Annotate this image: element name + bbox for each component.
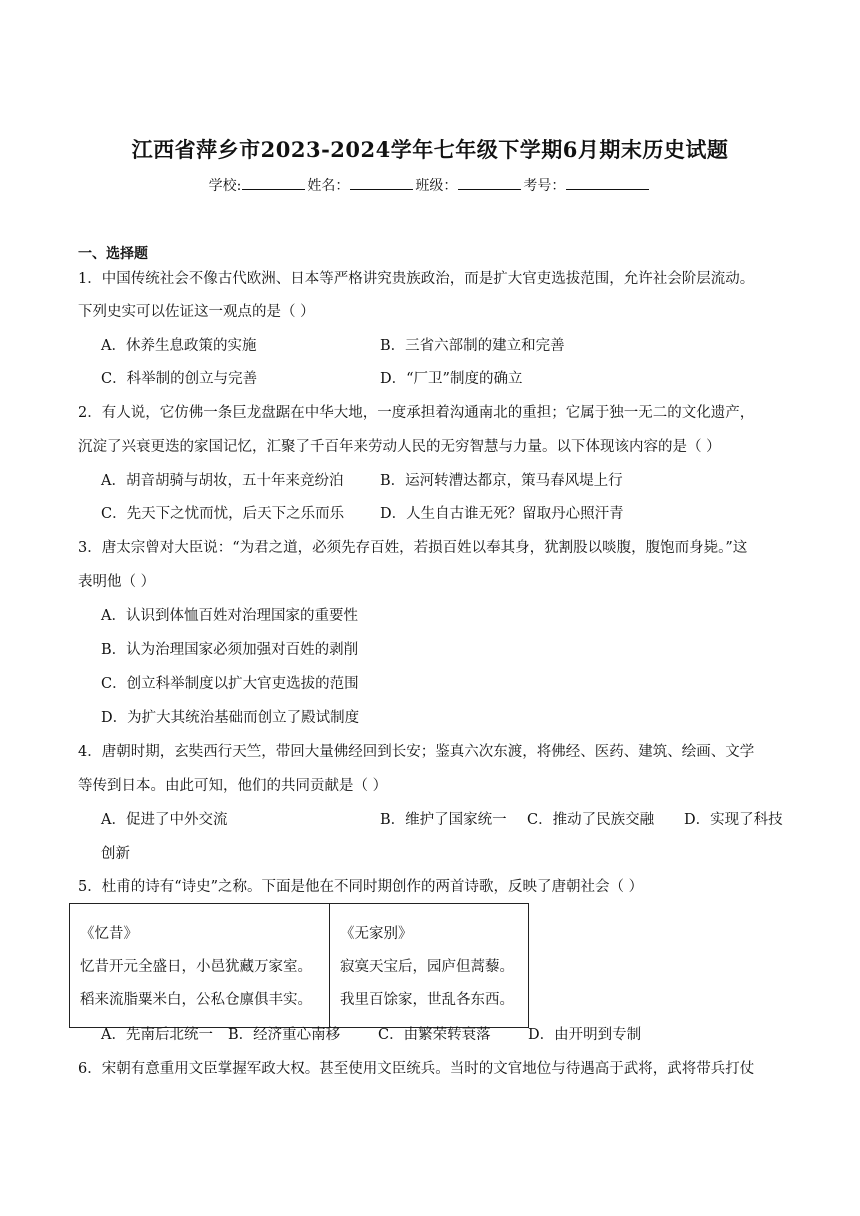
school-label: 学校: <box>208 178 242 194</box>
poem-cell-wujiabie <box>330 904 529 1028</box>
school-blank[interactable] <box>242 177 305 190</box>
q4-option-d-continued: 创新 <box>101 846 130 862</box>
class-blank[interactable] <box>458 177 521 190</box>
student-info-line <box>0 175 860 195</box>
q5-option-d[interactable]: D．由开明到专制 <box>528 1027 642 1043</box>
poem-table <box>69 903 529 1028</box>
q4-option-c[interactable]: C．推动了民族交融 <box>527 812 655 828</box>
q2-stem-line1: 2．有人说，它仿佛一条巨龙盘踞在中华大地，一度承担着沟通南北的重担；它属于独一无二的文化遗产， <box>78 405 755 421</box>
q2-option-c[interactable]: C．先天下之忧而忧，后天下之乐而乐 <box>101 506 345 522</box>
q1-option-c[interactable]: C．科举制的创立与完善 <box>101 371 258 387</box>
poem-cell-yixi <box>70 904 330 1028</box>
q3-option-d[interactable]: D．为扩大其统治基础而创立了殿试制度 <box>101 710 360 726</box>
page-title: 江西省萍乡市2023-2024学年七年级下学期6月期末历史试题 <box>131 137 729 162</box>
q2-option-d[interactable]: D．人生自古谁无死？留取丹心照汗青 <box>380 506 624 522</box>
name-blank[interactable] <box>350 177 413 190</box>
q4-option-b[interactable]: B．维护了国家统一 <box>380 812 507 828</box>
q5-option-b[interactable]: B．经济重心南移 <box>228 1027 341 1043</box>
class-label: 班级： <box>415 178 458 194</box>
q1-stem-line2: 下列史实可以佐证这一观点的是（ ） <box>78 304 315 320</box>
q2-option-a[interactable]: A．胡音胡骑与胡妆，五十年来竞纷泊 <box>101 473 344 489</box>
q1-option-b[interactable]: B．三省六部制的建立和完善 <box>380 338 565 354</box>
poem2-title: 《无家别》 <box>340 926 413 942</box>
q1-option-a[interactable]: A．休养生息政策的实施 <box>101 338 257 354</box>
q3-option-c[interactable]: C．创立科举制度以扩大官吏选拔的范围 <box>101 676 359 692</box>
q4-stem-line2: 等传到日本。由此可知，他们的共同贡献是（ ） <box>78 778 388 794</box>
q3-option-a[interactable]: A．认识到体恤百姓对治理国家的重要性 <box>101 608 358 624</box>
q4-stem-line1: 4．唐朝时期，玄奘西行天竺，带回大量佛经回到长安；鉴真六次东渡，将佛经、医药、建筑、绘画、文学 <box>78 744 755 760</box>
q3-option-b[interactable]: B．认为治理国家必须加强对百姓的剥削 <box>101 642 359 658</box>
q5-option-a[interactable]: A．先南后北统一 <box>101 1027 213 1043</box>
name-label: 姓名： <box>307 178 350 194</box>
q3-stem-line2: 表明他（ ） <box>78 574 156 590</box>
q4-option-a[interactable]: A．促进了中外交流 <box>101 812 228 828</box>
q5-option-c[interactable]: C．由繁荣转衰落 <box>378 1027 491 1043</box>
exam-no-label: 考号： <box>523 178 566 194</box>
q4-option-d[interactable]: D．实现了科技 <box>684 812 783 828</box>
q5-stem-line1: 5．杜甫的诗有“诗史”之称。下面是他在不同时期创作的两首诗歌，反映了唐朝社会（ ） <box>78 879 644 895</box>
q2-stem-line2: 沉淀了兴衰更迭的家国记忆，汇聚了千百年来劳动人民的无穷智慧与力量。以下体现该内容的是（ ） <box>78 439 721 455</box>
poem1-title: 《忆昔》 <box>80 926 138 942</box>
poem2-line2: 我里百馀家，世乱各东西。 <box>340 992 514 1008</box>
q1-option-d[interactable]: D．“厂卫”制度的确立 <box>380 371 523 387</box>
exam-no-blank[interactable] <box>566 177 649 190</box>
q2-option-b[interactable]: B．运河转漕达都京，策马春风堤上行 <box>380 473 623 489</box>
poem1-line2: 稻来流脂粟米白，公私仓廪俱丰实。 <box>80 992 312 1008</box>
q3-stem-line1: 3．唐太宗曾对大臣说：“为君之道，必须先存百姓，若损百姓以奉其身，犹割股以啖腹，腹饱而身毙。”这 <box>78 540 748 556</box>
q6-stem-line1: 6．宋朝有意重用文臣掌握军政大权。甚至使用文臣统兵。当时的文官地位与待遇高于武将，武将带兵打仗 <box>78 1061 755 1077</box>
poem2-line1: 寂寞天宝后，园庐但蒿藜。 <box>340 959 514 975</box>
section-heading: 一、选择题 <box>78 246 148 262</box>
poem1-line1: 忆昔开元全盛日，小邑犹藏万家室。 <box>80 959 312 975</box>
q1-stem-line1: 1．中国传统社会不像古代欧洲、日本等严格讲究贵族政治，而是扩大官吏选拔范围，允许社会阶层流动。 <box>78 271 755 287</box>
